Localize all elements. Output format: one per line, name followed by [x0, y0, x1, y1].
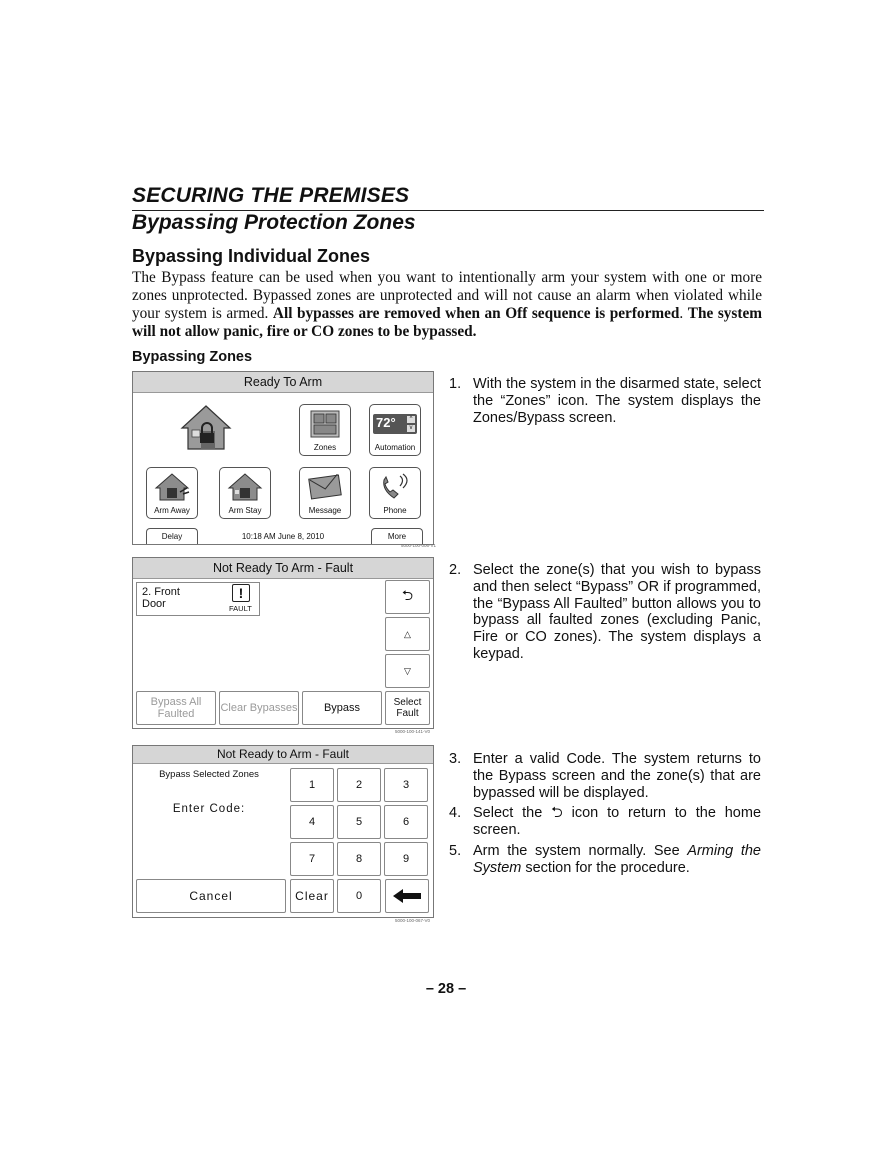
delay-tab[interactable]: Delay	[146, 528, 198, 544]
keypad-screen	[132, 745, 434, 918]
chevron-down-icon: v	[407, 425, 415, 432]
phone-label: Phone	[383, 506, 407, 515]
phone-button[interactable]	[369, 467, 421, 519]
enter-code-label: Enter Code:	[172, 803, 246, 815]
steps-group-1	[449, 376, 761, 430]
keypad-key-1[interactable]: 1	[290, 768, 334, 802]
screen-title: Not Ready to Arm - Fault	[133, 746, 433, 764]
cancel-button[interactable]: Cancel	[136, 879, 286, 913]
steps-group-3	[449, 751, 761, 881]
step-5: 5. Arm the system normally. See Arming the System section for the procedure.	[449, 842, 761, 876]
steps-group-2	[449, 562, 761, 667]
figure-ref: 5000-100-141-V0	[395, 729, 431, 734]
figure-ref: 5000-100-006-V1	[401, 543, 437, 548]
arm-stay-button[interactable]	[219, 467, 271, 519]
keypad-key-8[interactable]: 8	[337, 842, 381, 876]
select-fault-button[interactable]: Select Fault	[385, 691, 430, 725]
message-label: Message	[308, 506, 342, 515]
clear-bypasses-button[interactable]: Clear Bypasses	[219, 691, 299, 725]
zones-button[interactable]	[299, 404, 351, 456]
thermostat-icon	[373, 414, 417, 434]
arm-away-label: Arm Away	[154, 506, 190, 515]
back-button[interactable]	[385, 580, 430, 614]
zones-label: Zones	[313, 443, 337, 452]
keypad-key-2[interactable]: 2	[337, 768, 381, 802]
scroll-up-button[interactable]	[385, 617, 430, 651]
backspace-arrow-icon	[393, 889, 421, 903]
section-heading: SECURING THE PREMISES	[132, 184, 410, 207]
chevron-up-icon: ^	[407, 416, 415, 423]
step-1: 1. With the system in the disarmed state, select the “Zones” icon. The system displays the Zones/Bypass screen.	[449, 376, 761, 426]
keypad-key-6[interactable]: 6	[384, 805, 428, 839]
intro-text: The Bypass feature can be used when you want to intentionally arm your system with one or more zones unprotected. Bypassed zones are unprotected and will not cause an alarm when violated while your system is armed.	[132, 269, 762, 322]
intro-bold-panic: The system will not allow panic, fire or CO zones to be bypassed.	[132, 305, 762, 340]
figure-ref: 5000-100-067-V0	[395, 918, 431, 923]
message-button[interactable]	[299, 467, 351, 519]
keypad-key-4[interactable]: 4	[290, 805, 334, 839]
scroll-down-button[interactable]	[385, 654, 430, 688]
keypad-key-3[interactable]: 3	[384, 768, 428, 802]
keypad-key-7[interactable]: 7	[290, 842, 334, 876]
step-text: Select the zone(s) that you wish to bypass and then select “Bypass” OR if programmed, the “Bypass All Faulted” button allows you to bypass all faulted zones (excluding Panic, Fire or CO zones). The system displays a keypad.	[473, 562, 761, 662]
more-tab[interactable]: More	[371, 528, 423, 544]
datetime-label: 10:18 AM June 8, 2010	[241, 532, 325, 541]
bypass-all-faulted-button[interactable]: Bypass All Faulted	[136, 691, 216, 725]
bypass-button[interactable]: Bypass	[302, 691, 382, 725]
screen-title: Ready To Arm	[133, 372, 433, 393]
arm-stay-icon	[227, 472, 263, 502]
keypad-key-5[interactable]: 5	[337, 805, 381, 839]
clear-button[interactable]: Clear	[290, 879, 334, 913]
step-4: 4. Select the ⮌ icon to return to the home screen.	[449, 805, 762, 839]
ready-to-arm-screen	[132, 371, 434, 545]
intro-paragraph: The Bypass feature can be used when you want to intentionally arm your system with one or more zones unprotected. Bypassed zones are unprotected and will not cause an alarm when violated while your system is armed. All bypasses are removed when an Off sequence is performed. The system will not allow panic, fire or CO zones to be bypassed.	[132, 269, 762, 340]
step-2: 2. Select the zone(s) that you wish to bypass and then select “Bypass” OR if programmed, the “Bypass All Faulted” button allows you to bypass all faulted zones (excluding Panic, Fire or CO zones). The system displays a keypad.	[449, 562, 761, 662]
thermostat-temp: 72°	[376, 415, 396, 430]
subsection-heading: Bypassing Protection Zones	[132, 211, 416, 234]
arm-away-button[interactable]	[146, 467, 198, 519]
return-arrow-icon: ⮌	[401, 587, 414, 603]
procedure-heading: Bypassing Zones	[132, 349, 253, 365]
screen-title: Not Ready To Arm - Fault	[133, 558, 433, 579]
step-text: With the system in the disarmed state, select the “Zones” icon. The system displays the Zones/Bypass screen.	[473, 376, 761, 426]
topic-heading: Bypassing Individual Zones	[132, 246, 371, 266]
backspace-button[interactable]	[385, 879, 429, 913]
arm-stay-label: Arm Stay	[228, 506, 262, 515]
envelope-icon	[308, 474, 342, 500]
phone-icon	[378, 472, 412, 502]
arm-away-icon	[154, 472, 190, 502]
return-arrow-icon: ⮌	[551, 805, 563, 822]
keypad-key-0[interactable]: 0	[337, 879, 381, 913]
page-number: – 28 –	[425, 981, 467, 997]
zones-icon	[310, 410, 340, 438]
step-3: 3. Enter a valid Code. The system returns to the Bypass screen and the zone(s) that are bypassed will be displayed.	[449, 751, 761, 801]
triangle-down-icon: ▽	[404, 665, 411, 676]
fault-label: FAULT	[229, 604, 252, 613]
zone-name: 2. Front Door	[142, 586, 180, 610]
zone-fault-screen	[132, 557, 434, 729]
automation-label: Automation	[374, 443, 416, 452]
fault-icon: !	[232, 584, 250, 602]
automation-button[interactable]	[369, 404, 421, 456]
house-status-icon	[179, 403, 233, 453]
zone-list-item[interactable]	[136, 582, 260, 616]
keypad-key-9[interactable]: 9	[384, 842, 428, 876]
triangle-up-icon: △	[404, 628, 411, 639]
intro-bold-off: All bypasses are removed when an Off sequence is performed	[272, 305, 680, 322]
step-text: Enter a valid Code. The system returns to the Bypass screen and the zone(s) that are bypassed will be displayed.	[473, 751, 761, 801]
bypass-selected-zones-label: Bypass Selected Zones	[159, 769, 259, 780]
